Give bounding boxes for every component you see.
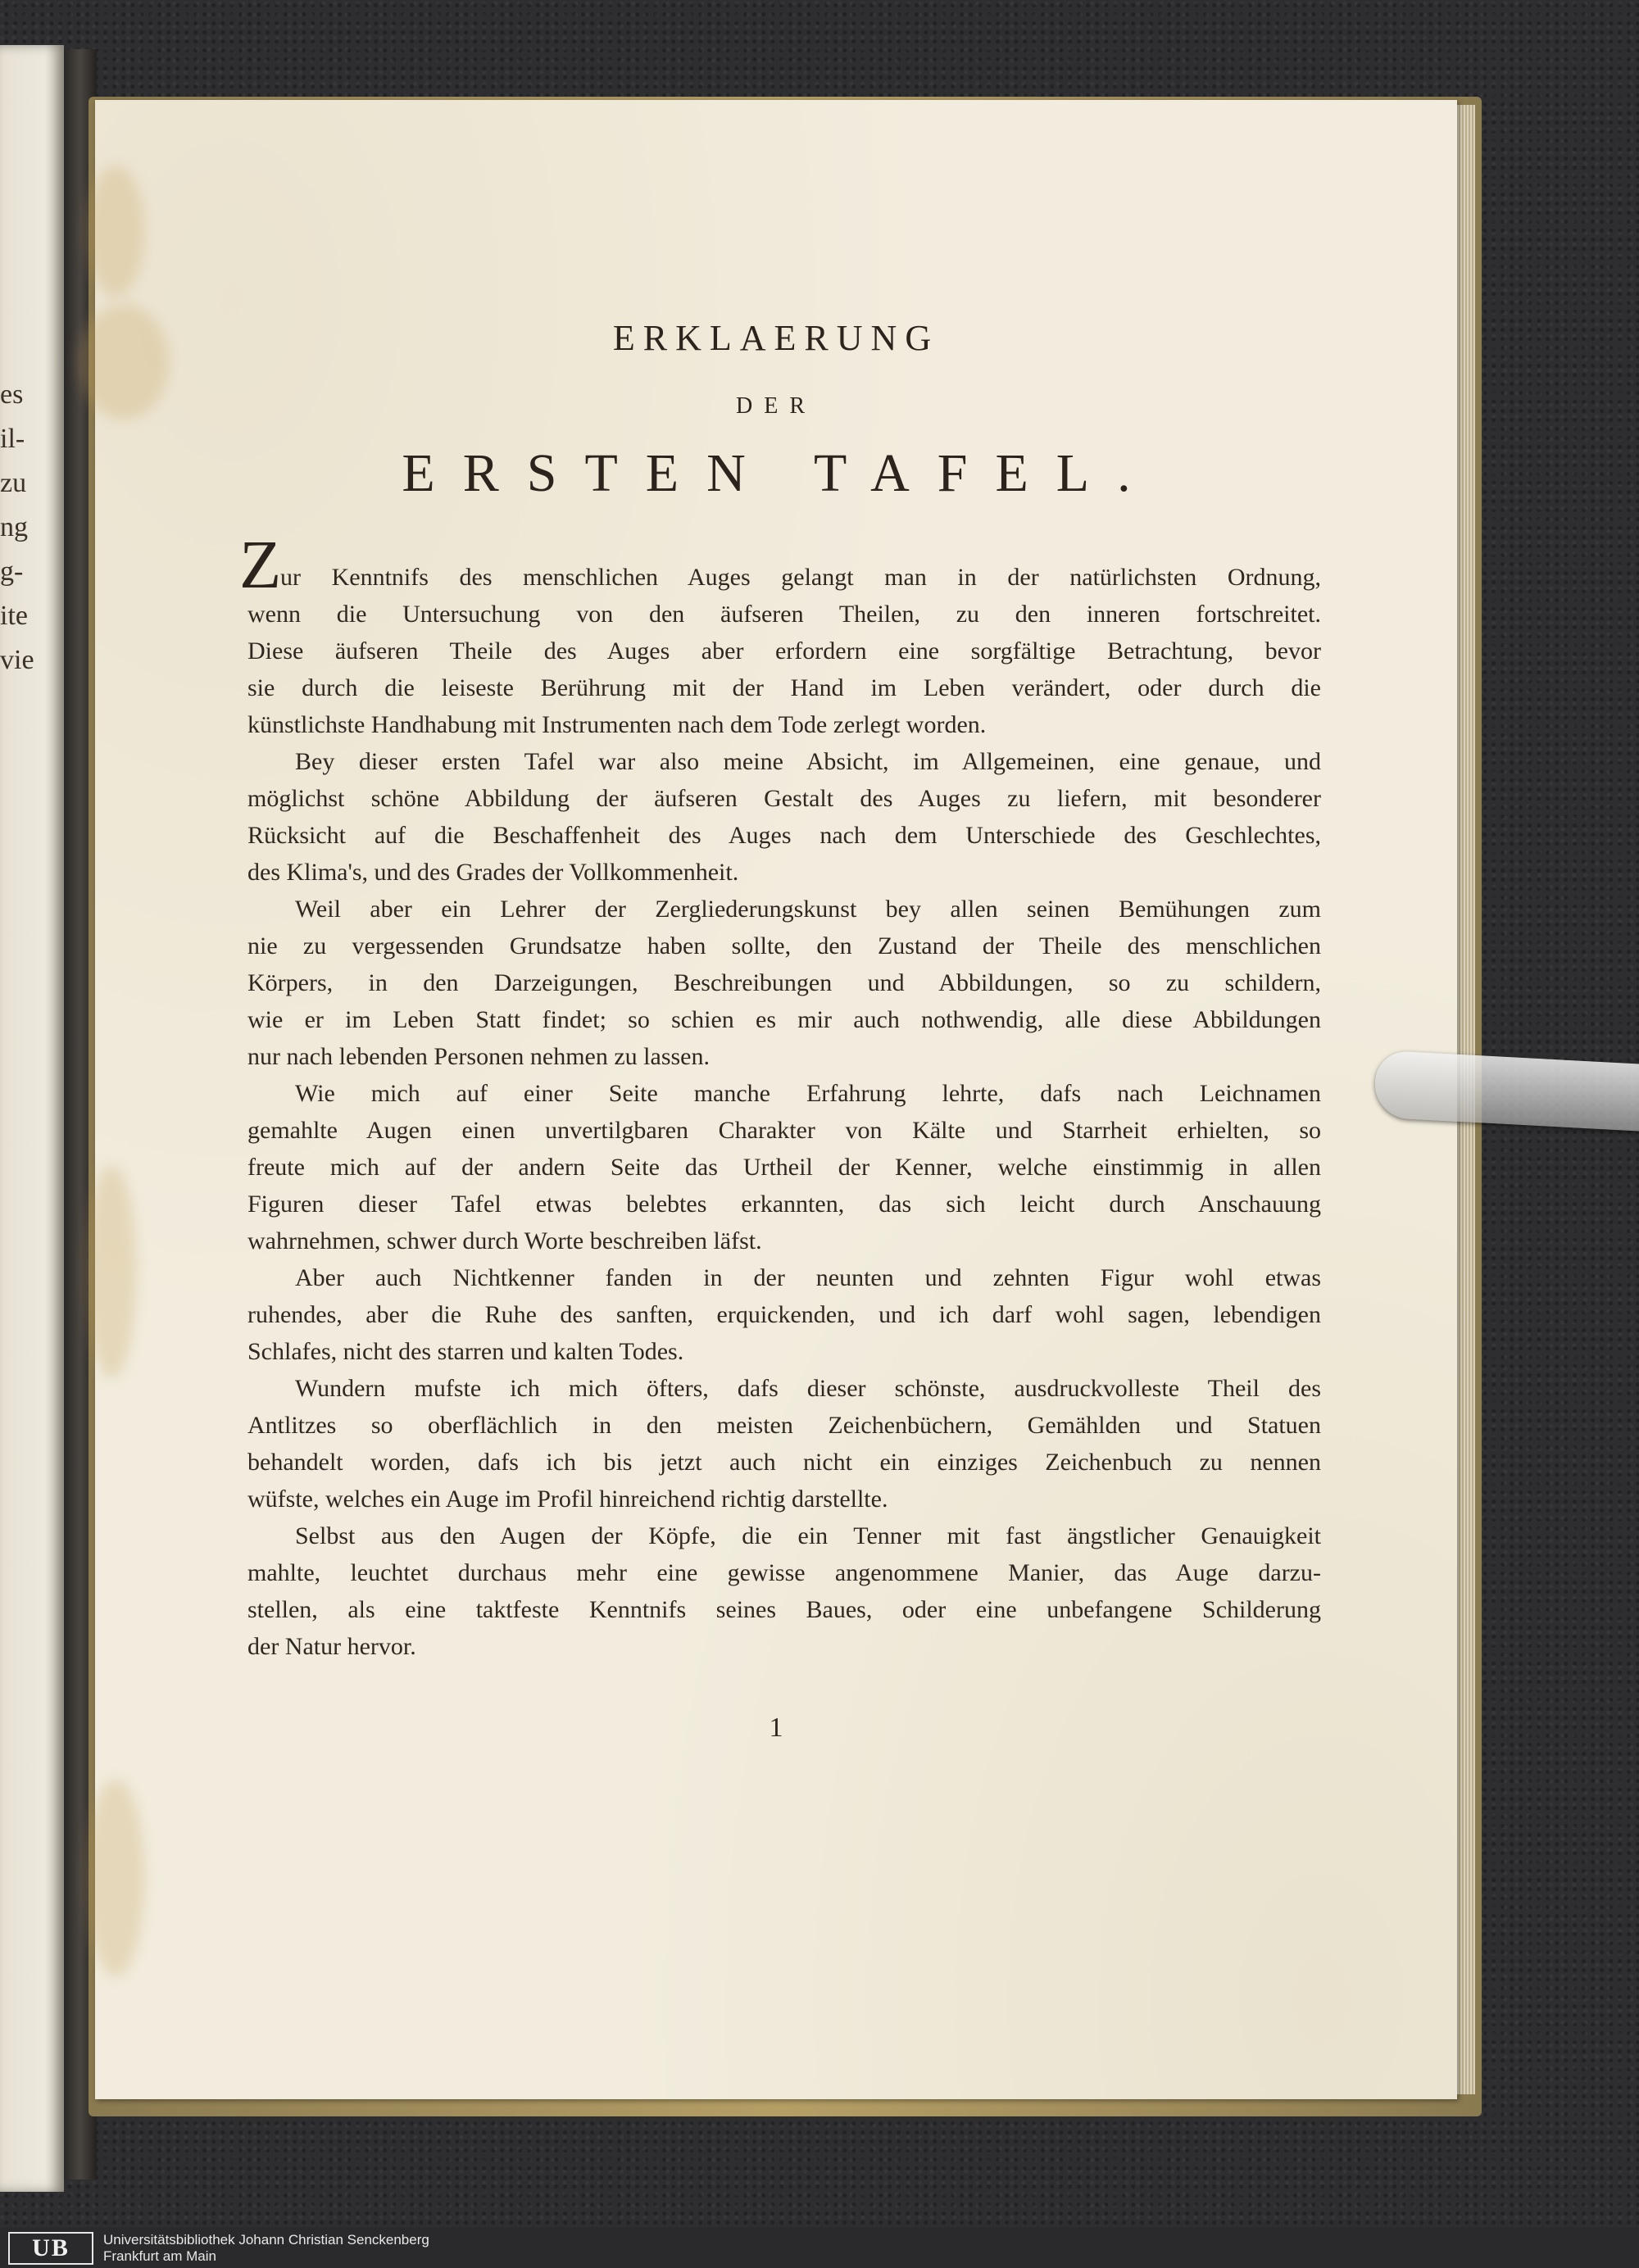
page-clip — [1375, 1050, 1639, 1132]
text-line: künstlichste Handhabung mit Instrumenten nach dem Tode zerlegt worden. — [247, 711, 987, 738]
foxing-stain — [87, 166, 144, 297]
text-line: nie zu vergessenden Grundsatze haben sollte, den Zustand der Theile des menschlichen — [247, 932, 1321, 959]
text-line: des Klima's, und des Grades der Vollkommenheit. — [247, 859, 739, 886]
text-line: Z ur Kenntnifs des menschlichen Auges gelangt man in der natürlichsten Ordnung, — [239, 527, 1321, 603]
text-line: Figuren dieser Tafel etwas belebtes erkannten, das sich leicht durch Anschauung — [247, 1191, 1321, 1218]
text-line: wahrnehmen, schwer durch Worte beschreiben läfst. — [247, 1227, 762, 1254]
left-page-text-fragments — [0, 373, 64, 683]
text-line: mahlte, leuchtet durchaus mehr eine gewisse angenommene Manier, das Auge darzu- — [247, 1559, 1321, 1586]
text-line: nur nach lebenden Personen nehmen zu lassen. — [247, 1043, 710, 1070]
text-line: Diese äufseren Theile des Auges aber erfordern eine sorgfältige Betrachtung, bevor — [247, 637, 1321, 665]
text-line: Wie mich auf einer Seite manche Erfahrung lehrte, dafs nach Leichnamen — [295, 1080, 1321, 1107]
library-name-line-2: Frankfurt am Main — [103, 2248, 216, 2264]
text-line: Selbst aus den Augen der Köpfe, die ein Tenner mit fast ängstlicher Genauigkeit — [295, 1522, 1321, 1549]
text-line: ruhendes, aber die Ruhe des sanften, erquickenden, und ich darf wohl sagen, lebendigen — [247, 1301, 1321, 1328]
text-line: möglichst schöne Abbildung der äufseren Gestalt des Auges zu liefern, mit besonderer — [247, 785, 1321, 812]
text-line: Körpers, in den Darzeigungen, Beschreibungen und Abbildungen, so zu schildern, — [247, 969, 1321, 996]
text-line: Weil aber ein Lehrer der Zergliederungskunst bey allen seinen Bemühungen zum — [295, 896, 1321, 923]
left-facing-page — [0, 45, 64, 2192]
drop-cap: Z — [239, 527, 282, 603]
text-line: freute mich auf der andern Seite das Urtheil der Kenner, welche einstimmig in allen — [247, 1154, 1321, 1181]
left-page-fragment: il- — [0, 424, 25, 454]
text-line: wenn die Untersuchung von den äufseren Theilen, zu den inneren fortschreitet. — [247, 601, 1321, 628]
left-page-fragment: ng — [0, 512, 28, 542]
body-text — [239, 527, 1321, 1665]
text-line: behandelt worden, dafs ich bis jetzt auch nicht ein einziges Zeichenbuch zu nennen — [247, 1449, 1321, 1476]
library-logo: UB — [8, 2232, 93, 2265]
text-line: Antlitzes so oberflächlich in den meisten Zeichenbüchern, Gemählden und Statuen — [247, 1412, 1321, 1439]
text-line: Schlafes, nicht des starren und kalten Todes. — [247, 1338, 684, 1365]
foxing-stain — [87, 1780, 144, 1976]
text-line: Rücksicht auf die Beschaffenheit des Auges nach dem Unterschiede des Geschlechtes, — [247, 822, 1321, 849]
left-page-fragment: g- — [0, 556, 24, 587]
left-page-fragment: zu — [0, 468, 27, 498]
text-line: Wundern mufste ich mich öfters, dafs dieser schönste, ausdruckvolleste Theil des — [295, 1375, 1321, 1402]
text-line: Bey dieser ersten Tafel war also meine Absicht, im Allgemeinen, eine genaue, und — [295, 748, 1321, 775]
heading-line-3: ERSTEN TAFEL. — [402, 443, 1159, 503]
left-page-fragment: vie — [0, 645, 34, 675]
text-line: Aber auch Nichtkenner fanden in der neunten und zehnten Figur wohl etwas — [295, 1264, 1321, 1291]
library-name-line-1: Universitätsbibliothek Johann Christian Senckenberg — [103, 2232, 429, 2248]
text-line: gemahlte Augen einen unvertilgbaren Charakter von Kälte und Starrheit erhielten, so — [247, 1117, 1321, 1144]
left-page-fragment: ite — [0, 601, 28, 631]
library-name — [103, 2232, 429, 2265]
page-number: 1 — [769, 1712, 783, 1743]
main-page — [95, 100, 1457, 2099]
text-line: der Natur hervor. — [247, 1633, 416, 1660]
text-line: stellen, als eine taktfeste Kenntnifs seines Baues, oder eine unbefangene Schilderung — [247, 1596, 1321, 1623]
left-page-fragment: es — [0, 379, 24, 410]
foxing-stain — [87, 1165, 136, 1378]
heading-line-1: ERKLAERUNG — [612, 318, 940, 358]
text-line: wüfste, welches ein Auge im Profil hinreichend richtig darstellte. — [247, 1486, 888, 1513]
text-line: sie durch die leiseste Berührung mit der Hand im Leben verändert, oder durch die — [247, 674, 1321, 701]
text-line: wie er im Leben Statt findet; so schien es mir auch nothwendig, alle diese Abbildungen — [247, 1006, 1321, 1033]
heading-line-2: DER — [736, 393, 816, 419]
